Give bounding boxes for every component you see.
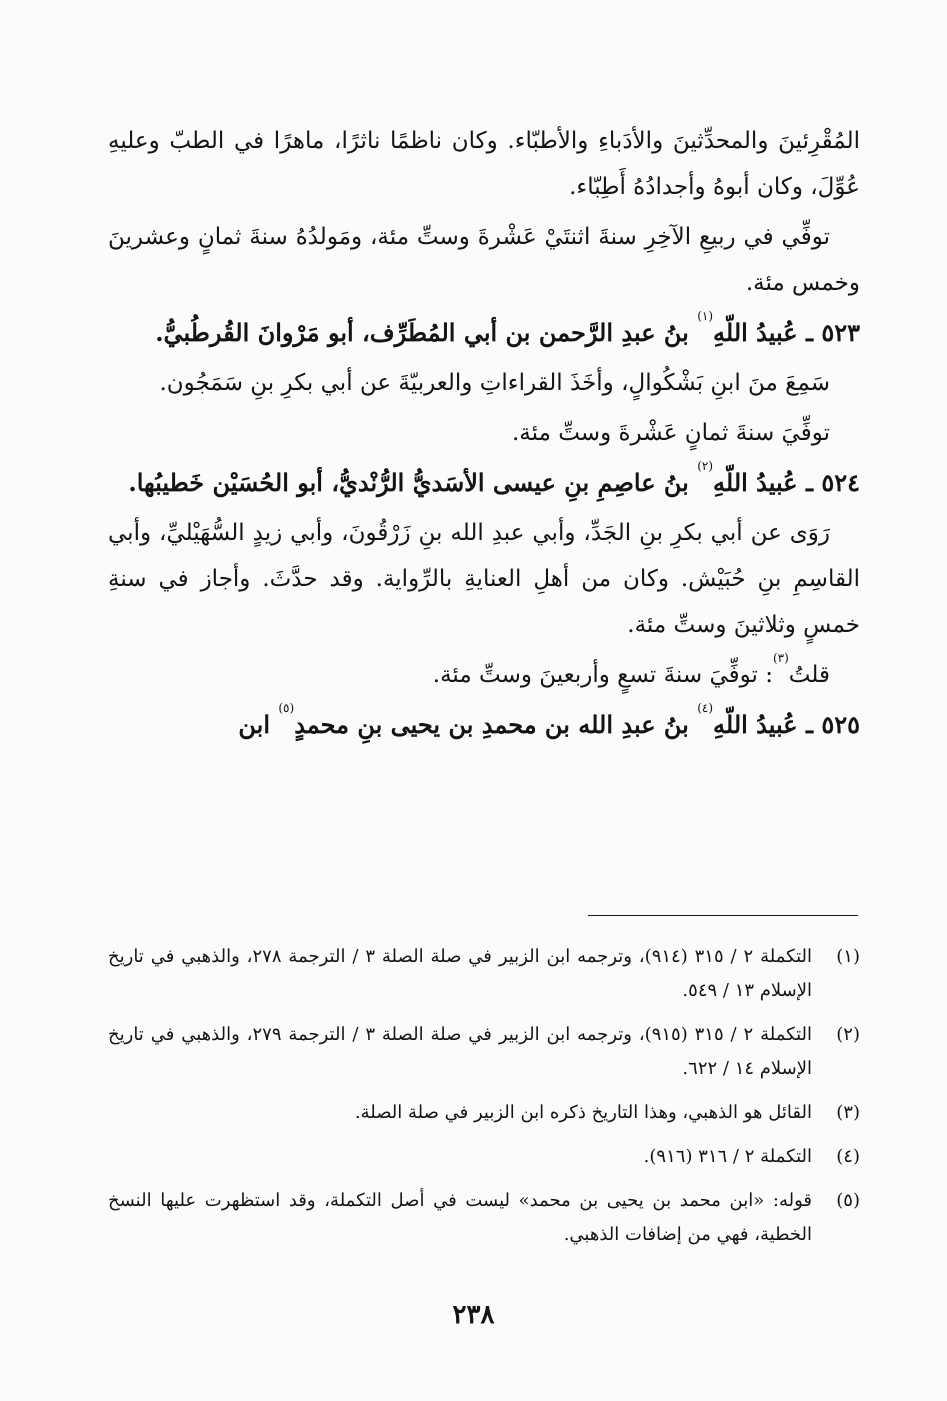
entry-heading-rest: بنُ عبدِ الرَّحمن بن أبي المُطَرِّف، أبو مَرْوانَ القُرطُبيُّ. <box>155 318 698 347</box>
footnote-text: التكملة ٢ / ٣١٥ (٩١٤)، وترجمه ابن الزبير في صلة الصلة ٣ / الترجمة ٢٧٨، والذهبي في تاريخ الإسلام ١٣ / ٥٤٩. <box>108 946 812 1001</box>
footnote-ref-5[interactable]: (٥) <box>278 701 295 715</box>
main-text <box>108 118 860 752</box>
entry-heading-start: ٥٢٣ ـ عُبيدُ اللّهِ <box>713 318 860 347</box>
footnote-text: التكملة ٢ / ٣١٥ (٩١٥)، وترجمه ابن الزبير في صلة الصلة ٣ / الترجمة ٢٧٩، والذهبي في تاريخ الإسلام ١٤ / ٦٢٢. <box>108 1024 812 1079</box>
footnote-text: التكملة ٢ / ٣١٦ (٩١٦). <box>643 1146 812 1167</box>
entry-heading-524 <box>108 460 860 506</box>
paragraph-editor-note <box>108 652 860 698</box>
entry-heading-523 <box>108 310 860 356</box>
entry-heading-rest: ابن <box>238 710 279 739</box>
footnote-text: القائل هو الذهبي، وهذا التاريخ ذكره ابن الزبير في صلة الصلة. <box>354 1102 812 1123</box>
entry-heading-rest: بنُ عاصِمِ بنِ عيسى الأسَديُّ الرُّنْديُّ، أبو الحُسَيْن خَطيبُها. <box>128 468 698 497</box>
footnote-ref-3[interactable]: (٣) <box>772 651 789 665</box>
page-number: ٢٣٨ <box>452 1300 495 1330</box>
paragraph-continuation: المُقْرِئينَ والمحدِّثينَ والأدَباءِ والأطبّاء. وكان ناظمًا ناثرًا، ماهرًا في الطبّ وعليهِ عُوِّلَ، وكان أبوهُ وأجدادُهُ أَطِبّاء. <box>108 128 860 200</box>
paragraph-entry-523-death: توفِّيَ سنةَ ثمانٍ عَشْرةَ وستِّ مئة. <box>512 420 830 446</box>
paragraph-entry-524-narration: رَوَى عن أبي بكرِ بنِ الجَدِّ، وأبي عبدِ الله بنِ زَرْقُونَ، وأبي زيدٍ السُّهَيْليِّ، وأبي القاسِمِ بنِ حُبَيْش. وكان من أهلِ العنايةِ بالرِّواية. وقد حدَّثَ. وأجاز في سنةِ خمسٍ وثلاثينَ وستِّ مئة. <box>108 520 860 638</box>
entry-heading-middle: بنُ عبدِ الله بن محمدِ بن يحيى بنِ محمدٍ <box>294 710 698 739</box>
entry-heading-start: ٥٢٥ ـ عُبيدُ اللّهِ <box>713 710 860 739</box>
footnote-ref-4[interactable]: (٤) <box>697 701 714 715</box>
footnote-text: قوله: «ابن محمد بن يحيى بن محمد» ليست في أصل التكملة، وقد استظهرت عليها النسخ الخطية، فهي من إضافات الذهبي. <box>108 1190 812 1245</box>
footnote-number: (٢) <box>836 1024 860 1045</box>
footnote-item <box>108 1018 860 1086</box>
footnote-item <box>108 1140 860 1174</box>
footnote-number: (٥) <box>836 1190 860 1211</box>
footnote-item <box>108 940 860 1008</box>
footnote-number: (٣) <box>836 1102 860 1123</box>
entry-heading-525 <box>108 702 860 748</box>
note-rest: : توفِّيَ سنةَ تسعٍ وأربعينَ وستِّ مئة. <box>432 662 773 688</box>
entry-heading-start: ٥٢٤ ـ عُبيدُ اللّهِ <box>713 468 860 497</box>
footnote-number: (٤) <box>836 1146 860 1167</box>
footnote-ref-2[interactable]: (٢) <box>697 459 714 473</box>
footnote-item <box>108 1096 860 1130</box>
footnote-number: (١) <box>836 946 860 967</box>
paragraph-death-date: توفِّي في ربيعِ الآخِرِ سنةَ اثنتَيْ عَشْرةَ وستِّ مئة، ومَولدُهُ سنةَ ثمانٍ وعشرينَ وخمس مئة. <box>108 224 860 296</box>
footnotes-section <box>108 940 860 1262</box>
footnote-ref-1[interactable]: (١) <box>697 309 714 323</box>
footnote-divider <box>588 915 858 916</box>
footnote-item <box>108 1184 860 1252</box>
paragraph-entry-523-teachers: سَمِعَ منَ ابنِ بَشْكُوالٍ، وأخَذَ القراءاتِ والعربيّةَ عن أبي بكرِ بنِ سَمَجُون. <box>159 370 830 396</box>
note-start: قلتُ <box>788 662 830 688</box>
